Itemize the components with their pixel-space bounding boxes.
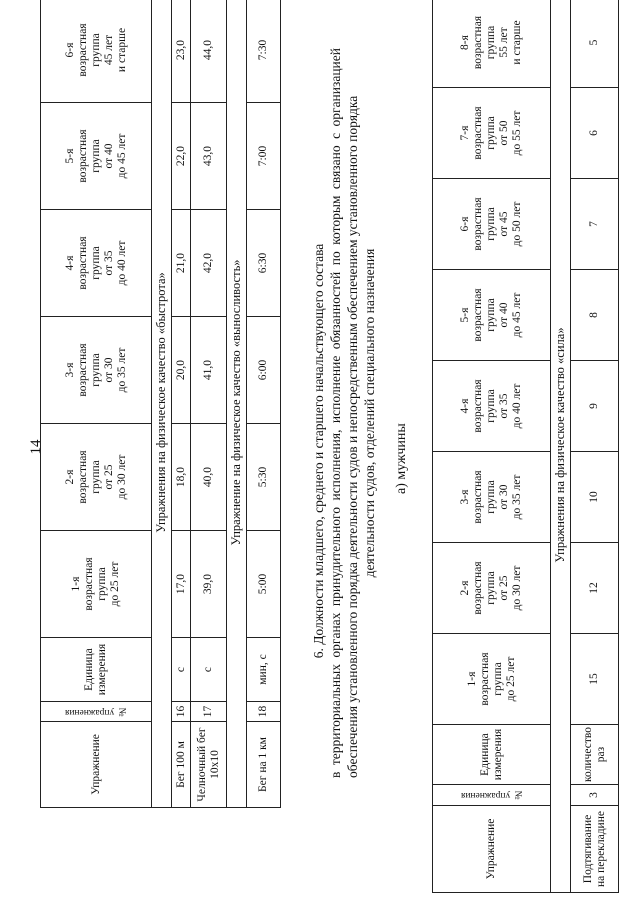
section-row-endurance [227, 0, 247, 808]
row-value: 17,0 [172, 531, 191, 638]
row-value: 6:00 [247, 317, 281, 424]
table-row [191, 0, 227, 808]
header-group-2: 2-я возрастная группа от 25 до 30 лет [433, 543, 551, 634]
row-value: 43,0 [191, 103, 227, 210]
row-value: 42,0 [191, 210, 227, 317]
row-num: 3 [571, 785, 619, 806]
row-value: 21,0 [172, 210, 191, 317]
row-value: 12 [571, 543, 619, 634]
row-name: Бег 100 м [172, 722, 191, 808]
table-row [247, 0, 281, 808]
header-group-4: 4-я возрастная группа от 35 до 40 лет [41, 210, 152, 317]
row-value: 9 [571, 361, 619, 452]
header-group-6: 6-я возрастная группа от 45 до 50 лет [433, 179, 551, 270]
row-value: 5 [571, 0, 619, 88]
fitness-table-1 [40, 0, 281, 808]
header-group-3: 3-я возрастная группа от 30 до 35 лет [41, 317, 152, 424]
row-value: 18,0 [172, 424, 191, 531]
row-value: 39,0 [191, 531, 227, 638]
row-value: 40,0 [191, 424, 227, 531]
fitness-table-2 [432, 0, 619, 893]
row-num: 16 [172, 702, 191, 722]
page-number: 14 [28, 439, 44, 455]
table2-header-row [433, 0, 551, 893]
header-group-1: 1-я возрастная группа до 25 лет [41, 531, 152, 638]
header-group-3: 3-я возрастная группа от 30 до 35 лет [433, 452, 551, 543]
header-group-5: 5-я возрастная группа от 40 до 45 лет [41, 103, 152, 210]
header-exercise: Упражнение [41, 722, 152, 808]
header-group-1: 1-я возрастная группа до 25 лет [433, 634, 551, 725]
header-number: № упражнения [433, 785, 551, 806]
row-num: 18 [247, 702, 281, 722]
section-endurance: Упражнение на физическое качество «выносливость» [227, 0, 247, 808]
row-name: Бег на 1 км [247, 722, 281, 808]
section-speed: Упражнения на физическое качество «быстрота» [152, 0, 172, 808]
table1-header-row [41, 0, 152, 808]
header-group-5: 5-я возрастная группа от 40 до 45 лет [433, 270, 551, 361]
row-unit: с [191, 638, 227, 702]
row-value: 10 [571, 452, 619, 543]
row-unit: с [172, 638, 191, 702]
section-row-speed [152, 0, 172, 808]
row-unit: количество раз [571, 725, 619, 785]
row-value: 7:30 [247, 0, 281, 103]
header-group-8: 8-я возрастная группа 55 лет и старше [433, 0, 551, 88]
header-exercise: Упражнение [433, 806, 551, 893]
header-group-7: 7-я возрастная группа от 50 до 55 лет [433, 88, 551, 179]
row-unit: мин, с [247, 638, 281, 702]
section-paragraph: в территориальных органах принудительного исполнения, исполнение обязанностей по которым связано с организацией обеспечения установленного порядка деятельности судов и непосредственным обеспечением установленного порядка [328, 48, 360, 778]
section-row-strength [551, 0, 571, 893]
section-paragraph-end: деятельности судов, отделений специального назначения [362, 248, 377, 578]
row-name: Подтягивание на перекладине [571, 806, 619, 893]
header-unit: Единица измерения [433, 725, 551, 785]
header-number: № упражнения [41, 702, 152, 722]
row-value: 7 [571, 179, 619, 270]
header-group-2: 2-я возрастная группа от 25 до 30 лет [41, 424, 152, 531]
row-value: 41,0 [191, 317, 227, 424]
row-name: Челночный бег 10х10 [191, 722, 227, 808]
header-unit: Единица измерения [41, 638, 152, 702]
section-heading: 6. Должности младшего, среднего и старшего начальствующего состава [311, 243, 326, 659]
table-row [571, 0, 619, 893]
row-value: 15 [571, 634, 619, 725]
header-group-6: 6-я возрастная группа 45 лет и старше [41, 0, 152, 103]
row-value: 8 [571, 270, 619, 361]
row-value: 5:00 [247, 531, 281, 638]
row-value: 20,0 [172, 317, 191, 424]
row-value: 22,0 [172, 103, 191, 210]
subheading-men: а) мужчины [394, 423, 409, 494]
row-value: 5:30 [247, 424, 281, 531]
row-value: 6:30 [247, 210, 281, 317]
row-value: 7:00 [247, 103, 281, 210]
row-num: 17 [191, 702, 227, 722]
section-strength: Упражнения на физическое качество «сила» [551, 0, 571, 893]
row-value: 6 [571, 88, 619, 179]
row-value: 23,0 [172, 0, 191, 103]
row-value: 44,0 [191, 0, 227, 103]
header-group-4: 4-я возрастная группа от 35 до 40 лет [433, 361, 551, 452]
table-row [172, 0, 191, 808]
